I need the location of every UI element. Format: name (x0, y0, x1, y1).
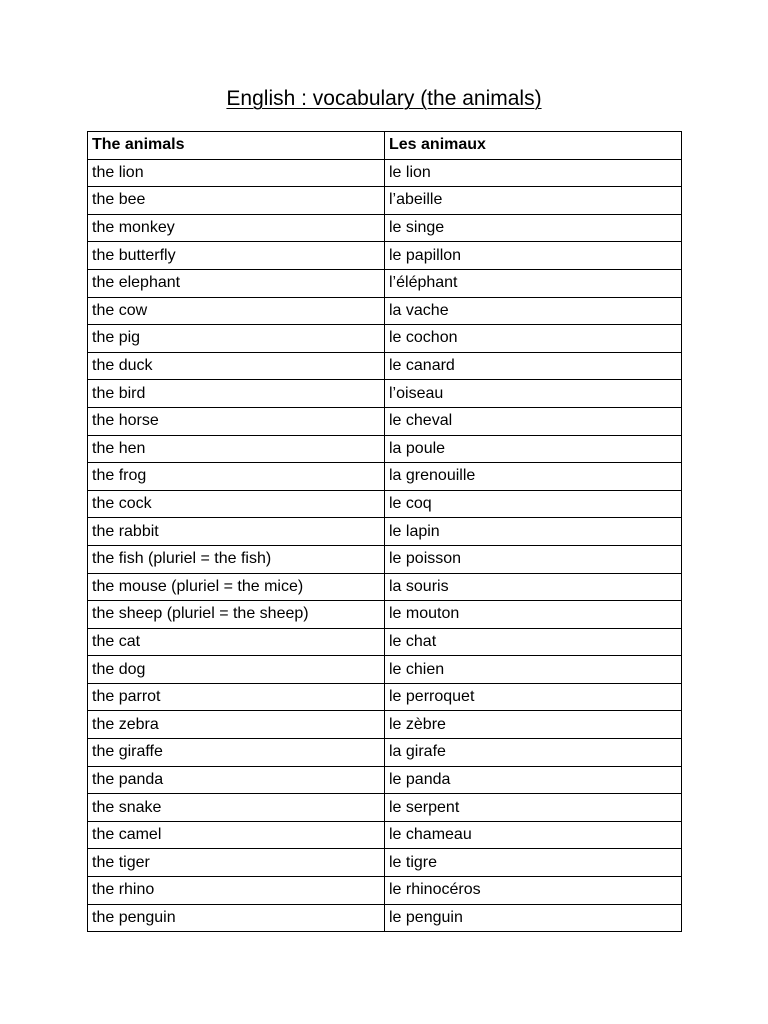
table-row (88, 821, 682, 849)
english-word: the frog (88, 463, 385, 491)
column-header-english: The animals (88, 132, 385, 160)
table-row (88, 490, 682, 518)
table-row (88, 297, 682, 325)
english-word: the cock (88, 490, 385, 518)
english-word: the bird (88, 380, 385, 408)
english-word: the rabbit (88, 518, 385, 546)
english-word: the giraffe (88, 739, 385, 767)
french-word: le chien (385, 656, 682, 684)
french-word: la girafe (385, 739, 682, 767)
table-row (88, 463, 682, 491)
french-word: l’abeille (385, 187, 682, 215)
french-word: le mouton (385, 601, 682, 629)
french-word: le perroquet (385, 683, 682, 711)
table-row (88, 656, 682, 684)
french-word: le poisson (385, 545, 682, 573)
french-word: le lion (385, 159, 682, 187)
vocabulary-table (87, 131, 682, 932)
table-row (88, 601, 682, 629)
table-row (88, 711, 682, 739)
table-row (88, 352, 682, 380)
french-word: le cochon (385, 325, 682, 353)
english-word: the camel (88, 821, 385, 849)
table-row (88, 739, 682, 767)
table-row (88, 545, 682, 573)
table-row (88, 187, 682, 215)
table-row (88, 794, 682, 822)
english-word: the mouse (pluriel = the mice) (88, 573, 385, 601)
table-row (88, 269, 682, 297)
table-row (88, 849, 682, 877)
table-row (88, 325, 682, 353)
column-header-french: Les animaux (385, 132, 682, 160)
french-word: le serpent (385, 794, 682, 822)
french-word: la souris (385, 573, 682, 601)
french-word: le penguin (385, 904, 682, 932)
french-word: le tigre (385, 849, 682, 877)
french-word: la poule (385, 435, 682, 463)
english-word: the butterfly (88, 242, 385, 270)
french-word: le cheval (385, 407, 682, 435)
table-row (88, 242, 682, 270)
french-word: le coq (385, 490, 682, 518)
table-row (88, 214, 682, 242)
french-word: le zèbre (385, 711, 682, 739)
french-word: le papillon (385, 242, 682, 270)
table-row (88, 683, 682, 711)
french-word: le chat (385, 628, 682, 656)
english-word: the duck (88, 352, 385, 380)
english-word: the rhino (88, 877, 385, 905)
table-header-row (88, 132, 682, 160)
table-row (88, 904, 682, 932)
english-word: the panda (88, 766, 385, 794)
french-word: le rhinocéros (385, 877, 682, 905)
english-word: the cow (88, 297, 385, 325)
table-row (88, 766, 682, 794)
english-word: the bee (88, 187, 385, 215)
english-word: the penguin (88, 904, 385, 932)
english-word: the horse (88, 407, 385, 435)
table-row (88, 435, 682, 463)
english-word: the sheep (pluriel = the sheep) (88, 601, 385, 629)
english-word: the pig (88, 325, 385, 353)
french-word: le canard (385, 352, 682, 380)
french-word: le lapin (385, 518, 682, 546)
french-word: la vache (385, 297, 682, 325)
table-row (88, 380, 682, 408)
english-word: the fish (pluriel = the fish) (88, 545, 385, 573)
french-word: l’éléphant (385, 269, 682, 297)
english-word: the elephant (88, 269, 385, 297)
english-word: the lion (88, 159, 385, 187)
english-word: the parrot (88, 683, 385, 711)
table-row (88, 573, 682, 601)
french-word: la grenouille (385, 463, 682, 491)
french-word: le chameau (385, 821, 682, 849)
english-word: the dog (88, 656, 385, 684)
english-word: the cat (88, 628, 385, 656)
table-row (88, 407, 682, 435)
english-word: the tiger (88, 849, 385, 877)
table-row (88, 518, 682, 546)
french-word: le panda (385, 766, 682, 794)
table-row (88, 159, 682, 187)
table-row (88, 628, 682, 656)
french-word: l’oiseau (385, 380, 682, 408)
english-word: the snake (88, 794, 385, 822)
page-title: English : vocabulary (the animals) (226, 87, 542, 110)
english-word: the hen (88, 435, 385, 463)
french-word: le singe (385, 214, 682, 242)
english-word: the monkey (88, 214, 385, 242)
table-row (88, 877, 682, 905)
english-word: the zebra (88, 711, 385, 739)
